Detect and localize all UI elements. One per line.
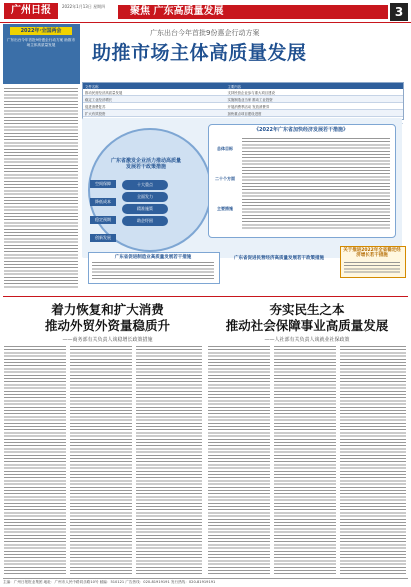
table-cell: 实施制造业当家 推动工业投资 xyxy=(225,96,403,103)
article-left-col-3 xyxy=(136,346,202,574)
panel-row-label: 主要措施 xyxy=(217,206,233,211)
sidebar-badge: 2022年·全国两会 xyxy=(10,27,72,35)
manufacturing-box-text xyxy=(92,262,214,280)
top-rule xyxy=(0,22,411,23)
manufacturing-box-title: 广东省促进制造业高质量发展若干措施 xyxy=(114,255,192,260)
infographic-pill: 助企纾困 xyxy=(122,216,168,226)
main-headline: 助推市场主体高质量发展 xyxy=(92,42,307,64)
table-row xyxy=(83,96,403,103)
newspaper-logo: 广州日报 xyxy=(4,3,58,19)
article-right-subhead: ——人社部有关负责人谈就业社保政策 xyxy=(264,337,350,343)
table-cell: 支持民营企业参与重大项目建设 xyxy=(225,89,403,96)
infographic-side-label: 创新发展 xyxy=(90,234,116,242)
policy-table xyxy=(82,82,404,120)
article-right-headline-1: 夯实民生之本 xyxy=(269,302,345,317)
table-cell: 加快重点项目建设进度 xyxy=(225,110,403,117)
table-cell: 开展消费季活动 发放消费券 xyxy=(225,103,403,110)
page-number: 3 xyxy=(390,3,408,21)
panel-row-label: 总体目标 xyxy=(217,146,233,151)
infographic-pill: 精准施策 xyxy=(122,204,168,214)
article-left-col-1 xyxy=(4,346,66,574)
table-cell: 推动民营经济高质量发展 xyxy=(83,89,225,96)
infographic-side-label: 空间保障 xyxy=(90,180,116,188)
section-divider xyxy=(3,296,408,297)
table-header-content: 主要内容 xyxy=(225,83,403,89)
infographic-pill: 十大重点 xyxy=(122,180,168,190)
article-left-headline-1: 着力恢复和扩大消费 xyxy=(51,302,164,317)
table-cell: 稳定工业经济增长 xyxy=(83,96,225,103)
article-right-col-3 xyxy=(340,346,406,574)
header-date: 2022年1月13日 星期四 xyxy=(62,4,106,9)
body-text-column xyxy=(4,88,78,288)
kicker: 广东出台今年首批9份惠企行动方案 xyxy=(150,29,260,37)
infographic-side-label: 降低成本 xyxy=(90,198,116,206)
table-cell: 促进消费复苏 xyxy=(83,103,225,110)
panel-text xyxy=(242,138,390,230)
table-row xyxy=(83,103,403,110)
footer: 主编：广州日报报业集团 地址：广州市人民中路同乐路10号 邮编：510121 广告热线：020-81919191 发行热线：020-81919191 xyxy=(3,578,408,586)
section-title: 聚焦 广东高质量发展 xyxy=(130,6,224,17)
article-right-col-2 xyxy=(274,346,336,574)
article-left-headline-2: 推动外贸外资量稳质升 xyxy=(44,318,170,333)
sidebar-text: 广东出台今年首批9份惠企行动方案 助推市场主体高质量发展 xyxy=(6,38,76,47)
table-header-name: 文件名称 xyxy=(83,83,225,89)
highlight-box-text xyxy=(344,262,400,274)
table-cell: 扩大有效投资 xyxy=(83,110,225,117)
article-left-col-2 xyxy=(70,346,132,574)
highlight-box-title: 关于推进2022年全省稳定经济增长若干措施 xyxy=(343,248,401,258)
infographic-pill: 全面发力 xyxy=(122,192,168,202)
measures-panel-title: 《2022年广东省加快经济发展若干措施》 xyxy=(254,127,348,133)
infographic-side-label: 稳定预期 xyxy=(90,216,116,224)
infographic-center-title: 广东省激发企业活力推动高质量发展若干政策措施 xyxy=(110,158,181,170)
private-economy-tag: 广东省促进民营经济高质量发展若干政策措施 xyxy=(234,256,324,261)
article-right-col-1 xyxy=(208,346,270,574)
table-row xyxy=(83,110,403,117)
panel-row-label: 二十个方面 xyxy=(215,176,235,181)
article-left-subhead: ——商务部有关负责人谈稳增长政策措施 xyxy=(62,337,153,343)
article-right-headline-2: 推动社会保障事业高质量发展 xyxy=(225,318,389,333)
